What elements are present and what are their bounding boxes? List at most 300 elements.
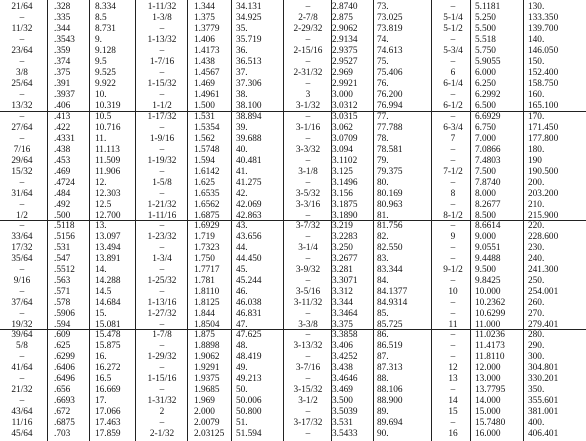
table-cell: 3.2677 [332, 254, 358, 264]
table-cell: 16.000 [475, 429, 501, 439]
table-cell: 13.097 [95, 232, 121, 242]
table-cell: .335 [54, 13, 71, 23]
table-cell: – [305, 254, 311, 264]
table-cell: 11.8110 [475, 352, 505, 362]
table-cell: 1.6535 [194, 189, 220, 199]
table-cell: 1-31/32 [147, 396, 177, 406]
table-cell: 75. [377, 57, 389, 67]
table-cell: 2.9375 [332, 46, 358, 56]
table-cell: 5-1/2 [443, 24, 463, 34]
table-cell: 3.0709 [332, 134, 358, 144]
table-cell: – [450, 35, 456, 45]
table-cell: 3.3071 [332, 276, 358, 286]
table-cell: 13 [448, 374, 458, 384]
table-cell: – [19, 35, 25, 45]
table-cell: 15/32 [11, 167, 33, 177]
table-cell: 1.969 [194, 396, 215, 406]
table-cell: – [159, 418, 165, 428]
table-cell: .625 [54, 341, 71, 351]
table-cell: 1.3779 [194, 24, 220, 34]
table-cell: 13.000 [475, 374, 501, 384]
table-cell: 6.2992 [475, 90, 501, 100]
table-cell: .672 [54, 407, 71, 417]
table-cell: 16.669 [95, 385, 121, 395]
table-cell: 133.350 [528, 13, 559, 23]
table-cell: 36.513 [236, 57, 262, 67]
table-cell: 146.050 [528, 46, 559, 56]
table-cell: – [159, 68, 165, 78]
table-cell: 240. [528, 254, 545, 264]
table-cell: 14 [448, 396, 458, 406]
table-cell: 3.125 [332, 167, 353, 177]
table-cell: 45. [236, 265, 248, 275]
table-cell: 6.750 [475, 123, 496, 133]
table-cell: 86.519 [377, 341, 403, 351]
table-cell: 37/64 [11, 298, 33, 308]
table-cell: 5-3/4 [443, 46, 463, 56]
table-cell: .531 [54, 243, 71, 253]
table-cell: 1.4961 [194, 90, 220, 100]
table-cell: – [305, 374, 311, 384]
table-cell: 3-15/32 [293, 385, 323, 395]
table-cell: .453 [54, 156, 71, 166]
table-cell: 1.781 [194, 276, 215, 286]
table-cell: 290. [528, 341, 545, 351]
table-cell: 16 [448, 429, 458, 439]
table-cell: 1.500 [194, 101, 215, 111]
table-cell: 17.463 [95, 418, 121, 428]
table-cell: 1-25/32 [147, 276, 177, 286]
table-cell: 7-1/2 [443, 167, 463, 177]
table-cell: 14. [95, 265, 107, 275]
table-cell: 41.275 [236, 178, 262, 188]
table-cell: 6-3/4 [443, 123, 463, 133]
table-cell: 7.8740 [475, 178, 501, 188]
table-cell: 47. [236, 320, 248, 330]
table-cell: 3-1/32 [295, 101, 321, 111]
table-cell: 1.375 [194, 13, 215, 23]
table-cell: .609 [54, 330, 71, 340]
table-cell: 16.5 [95, 374, 112, 384]
table-cell: – [159, 24, 165, 34]
table-cell: 45.244 [236, 276, 262, 286]
table-cell: 2-29/32 [293, 24, 323, 34]
table-cell: 1.6929 [194, 221, 220, 231]
table-cell: 215.900 [528, 211, 559, 221]
table-cell: 76.200 [377, 90, 403, 100]
table-cell: 3.344 [332, 298, 353, 308]
table-cell: – [19, 396, 25, 406]
table-cell: .5906 [54, 309, 75, 319]
table-cell: – [305, 57, 311, 67]
table-cell: 37. [236, 68, 248, 78]
table-cell: – [159, 189, 165, 199]
table-cell: 49. [236, 363, 248, 373]
table-cell: 81. [377, 211, 389, 221]
table-cell: 3.2283 [332, 232, 358, 242]
table-cell: 12. [95, 178, 107, 188]
table-cell: 1-15/16 [147, 374, 177, 384]
table-cell: 3-3/8 [298, 320, 318, 330]
table-cell: 5.1181 [475, 2, 501, 12]
table-cell: 3.1890 [332, 211, 358, 221]
table-cell: 1-9/16 [149, 134, 175, 144]
table-cell: – [19, 309, 25, 319]
table-cell: 1-27/32 [147, 309, 177, 319]
table-cell: 6.6929 [475, 112, 501, 122]
table-cell: 9.5 [95, 57, 107, 67]
table-cell: 1-13/16 [147, 298, 177, 308]
table-cell: 41/64 [11, 363, 33, 373]
table-cell: 37.306 [236, 79, 262, 89]
table-cell: .547 [54, 254, 71, 264]
table-cell: 8.334 [95, 2, 116, 12]
table-cell: 1.4567 [194, 68, 220, 78]
table-cell: .391 [54, 79, 71, 89]
table-cell: 381.001 [528, 407, 559, 417]
table-cell: 7 [450, 134, 456, 144]
table-cell: 9/16 [13, 276, 31, 286]
table-cell: 3.3858 [332, 330, 358, 340]
table-cell: 3.250 [332, 243, 353, 253]
table-cell: 3.531 [332, 418, 353, 428]
table-cell: 7.500 [475, 167, 496, 177]
table-cell: 9.000 [475, 232, 496, 242]
table-cell: 84.9314 [377, 298, 408, 308]
table-cell: 74.613 [377, 46, 403, 56]
table-cell: – [305, 276, 311, 286]
table-cell: 152.400 [528, 68, 559, 78]
table-cell: 48. [236, 341, 248, 351]
table-cell: 3.094 [332, 145, 353, 155]
table-cell: 13.7795 [475, 385, 506, 395]
table-cell: 3.0315 [332, 112, 358, 122]
table-cell: 2.03125 [194, 429, 225, 439]
table-cell: 3.312 [332, 287, 353, 297]
table-cell: 3.4252 [332, 352, 358, 362]
table-cell: 50.800 [236, 407, 262, 417]
table-cell: 1.7717 [194, 265, 220, 275]
table-cell: – [305, 330, 311, 340]
table-cell: 1.625 [194, 178, 215, 188]
table-cell: 14.684 [95, 298, 121, 308]
table-cell: 73.025 [377, 13, 403, 23]
table-cell: 2-1/32 [149, 429, 175, 439]
table-cell: – [450, 330, 456, 340]
table-cell: – [19, 13, 25, 23]
table-cell: 5.250 [475, 13, 496, 23]
table-cell: 3-9/32 [295, 265, 321, 275]
table-cell: 75.406 [377, 68, 403, 78]
table-cell: 12.5 [95, 200, 112, 210]
table-cell: 3-3/32 [295, 145, 321, 155]
table-cell: 46.831 [236, 309, 262, 319]
table-cell: 3-11/32 [293, 298, 323, 308]
table-cell: 228.600 [528, 232, 559, 242]
table-cell: 165.100 [528, 101, 559, 111]
table-cell: 3.062 [332, 123, 353, 133]
table-cell: 39/64 [11, 330, 33, 340]
table-cell: 3/8 [16, 68, 28, 78]
table-cell: 8.000 [475, 189, 496, 199]
table-cell: – [159, 385, 165, 395]
table-cell: 11/16 [11, 418, 33, 428]
table-cell: 14.5 [95, 287, 112, 297]
table-cell: 1.750 [194, 254, 215, 264]
table-cell: – [305, 232, 311, 242]
table-cell: 11. [95, 134, 107, 144]
table-cell: – [450, 57, 456, 67]
table-cell: 170. [528, 112, 545, 122]
table-cell: 46.038 [236, 298, 262, 308]
table-cell: 11.000 [475, 320, 501, 330]
table-cell: 220. [528, 221, 545, 231]
table-cell: 80.963 [377, 200, 403, 210]
table-cell: 3-17/32 [293, 418, 323, 428]
table-cell: 3 [305, 90, 311, 100]
table-cell: 1.9685 [194, 385, 220, 395]
table-cell: – [159, 145, 165, 155]
table-cell: 15.875 [95, 341, 121, 351]
table-cell: – [159, 243, 165, 253]
table-cell: 3-1/8 [298, 167, 318, 177]
table-cell: 5.750 [475, 46, 496, 56]
table-cell: 330.201 [528, 374, 559, 384]
table-cell: 3-13/32 [293, 341, 323, 351]
table-cell: – [450, 2, 456, 12]
table-cell: – [305, 407, 311, 417]
table-cell: 38. [236, 90, 248, 100]
table-cell: 45/64 [11, 429, 33, 439]
table-cell: 2.8740 [332, 2, 358, 12]
table-cell: 1.594 [194, 156, 215, 166]
table-cell: – [19, 57, 25, 67]
table-cell: 8.6614 [475, 221, 501, 231]
table-cell: 230. [528, 243, 545, 253]
table-cell: 15.000 [475, 407, 501, 417]
table-cell: 35.719 [236, 35, 262, 45]
table-cell: 3.156 [332, 189, 353, 199]
table-cell: 17. [95, 396, 107, 406]
table-cell: 1.6875 [194, 211, 220, 221]
table-cell: 2-31/32 [293, 68, 323, 78]
table-cell: 1-15/32 [147, 79, 177, 89]
table-cell: – [450, 145, 456, 155]
table-cell: – [305, 156, 311, 166]
table-cell: .4724 [54, 178, 75, 188]
table-cell: 43/64 [11, 407, 33, 417]
table-cell: .492 [54, 200, 71, 210]
table-cell: 160. [528, 90, 545, 100]
table-cell: .5512 [54, 265, 75, 275]
table-cell: – [159, 265, 165, 275]
table-cell: 3-7/32 [295, 221, 321, 231]
table-cell: 44.450 [236, 254, 262, 264]
table-cell: 3.000 [332, 90, 353, 100]
table-cell: 2.9062 [332, 24, 358, 34]
table-cell: 40. [236, 145, 248, 155]
table-cell: 19/32 [11, 320, 33, 330]
table-cell: 9.500 [475, 265, 496, 275]
table-cell: – [19, 178, 25, 188]
table-cell: 190.500 [528, 167, 559, 177]
table-cell: 84. [377, 276, 389, 286]
table-cell: 3.500 [332, 396, 353, 406]
table-cell: 5/8 [16, 341, 28, 351]
table-cell: 23/64 [11, 46, 33, 56]
table-cell: 13.891 [95, 254, 121, 264]
table-cell: – [19, 134, 25, 144]
table-cell: 5.9055 [475, 57, 501, 67]
table-cell: 3-1/4 [298, 243, 318, 253]
table-cell: 44. [236, 243, 248, 253]
table-cell: 6-1/2 [443, 101, 463, 111]
table-cell: .328 [54, 2, 71, 12]
table-cell: 76.994 [377, 101, 403, 111]
table-cell: 8.500 [475, 211, 496, 221]
table-cell: 3.438 [332, 363, 353, 373]
table-cell: 43. [236, 221, 248, 231]
table-cell: 43.656 [236, 232, 262, 242]
table-cell: 1-21/32 [147, 200, 177, 210]
table-cell: 260. [528, 298, 545, 308]
table-cell: 3.1102 [332, 156, 358, 166]
table-cell: 3.469 [332, 385, 353, 395]
table-cell: – [19, 90, 25, 100]
table-cell: 11.906 [95, 167, 121, 177]
table-cell: 1.8110 [194, 287, 220, 297]
table-cell: 158.750 [528, 79, 559, 89]
table-cell: 13/32 [11, 101, 33, 111]
table-cell: 3.219 [332, 221, 353, 231]
table-cell: 17.066 [95, 407, 121, 417]
table-cell: – [19, 287, 25, 297]
table-cell: 50. [236, 385, 248, 395]
table-cell: – [19, 200, 25, 210]
table-cell: 31/64 [11, 189, 33, 199]
table-cell: 15.7480 [475, 418, 506, 428]
table-cell: .5156 [54, 232, 75, 242]
table-cell: 355.601 [528, 396, 559, 406]
table-cell: – [305, 2, 311, 12]
table-cell: – [450, 309, 456, 319]
table-cell: 177.800 [528, 134, 559, 144]
table-cell: 9-1/2 [443, 265, 463, 275]
table-cell: 6.250 [475, 79, 496, 89]
table-cell: 38.894 [236, 112, 262, 122]
table-cell: 3-5/16 [295, 287, 321, 297]
table-cell: 88.106 [377, 385, 403, 395]
table-cell: 78. [377, 134, 389, 144]
table-cell: 15. [95, 309, 107, 319]
table-cell: 1.531 [194, 112, 215, 122]
table-cell: 406.401 [528, 429, 559, 439]
table-cell: 8.731 [95, 24, 116, 34]
table-cell: 2.969 [332, 68, 353, 78]
table-cell: – [159, 46, 165, 56]
table-cell: .6406 [54, 363, 75, 373]
table-cell: 130. [528, 2, 545, 12]
table-cell: – [450, 418, 456, 428]
table-cell: 10.2362 [475, 298, 506, 308]
table-cell: 74. [377, 35, 389, 45]
table-cell: 39. [236, 123, 248, 133]
table-cell: 17/32 [11, 243, 33, 253]
table-cell: 12.000 [475, 363, 501, 373]
table-cell: 82. [377, 232, 389, 242]
table-cell: 15 [448, 407, 458, 417]
table-cell: – [450, 90, 456, 100]
table-cell: 1-11/16 [147, 211, 177, 221]
table-cell: 11.113 [95, 145, 120, 155]
table-cell: 89.694 [377, 418, 403, 428]
table-cell: 1-7/16 [149, 57, 175, 67]
table-cell: – [450, 243, 456, 253]
table-cell: 2.000 [194, 407, 215, 417]
table-cell: 46. [236, 287, 248, 297]
table-cell: 7.0866 [475, 145, 501, 155]
table-cell: – [19, 112, 25, 122]
table-cell: 80. [377, 178, 389, 188]
table-cell: 17.859 [95, 429, 121, 439]
table-cell: .438 [54, 145, 71, 155]
table-cell: 14.288 [95, 276, 121, 286]
table-cell: 11/32 [11, 24, 33, 34]
table-cell: 35. [236, 24, 248, 34]
table-cell: .5118 [54, 221, 75, 231]
table-cell: 210. [528, 200, 545, 210]
table-cell: 2.0079 [194, 418, 220, 428]
table-cell: 3.375 [332, 320, 353, 330]
table-cell: 16. [95, 352, 107, 362]
table-cell: 42.863 [236, 211, 262, 221]
table-cell: 9 [450, 232, 456, 242]
table-cell: 254.001 [528, 287, 559, 297]
table-cell: – [305, 134, 311, 144]
table-cell: 5.500 [475, 24, 496, 34]
table-cell: 1.5748 [194, 145, 220, 155]
table-cell: – [305, 211, 311, 221]
table-cell: 36. [236, 46, 248, 56]
table-cell: 1.875 [194, 330, 215, 340]
table-cell: 2.875 [332, 13, 353, 23]
table-cell: – [159, 221, 165, 231]
table-cell: 1.6562 [194, 200, 220, 210]
table-cell: .6875 [54, 418, 75, 428]
table-cell: 79. [377, 156, 389, 166]
table-cell: 9.4488 [475, 254, 501, 264]
table-cell: – [450, 385, 456, 395]
table-cell: – [19, 265, 25, 275]
table-cell: 82.550 [377, 243, 403, 253]
table-cell: 9. [95, 35, 102, 45]
table-cell: – [19, 374, 25, 384]
table-cell: 1/2 [16, 211, 28, 221]
table-cell: 73. [377, 2, 389, 12]
table-cell: 35/64 [11, 254, 33, 264]
table-cell: 1.4173 [194, 46, 220, 56]
table-cell: 3.5039 [332, 407, 358, 417]
table-cell: 2.9527 [332, 57, 358, 67]
table-cell: 85. [377, 309, 389, 319]
table-cell: 1-17/32 [147, 112, 177, 122]
table-cell: 7.4803 [475, 156, 501, 166]
table-cell: 3-1/2 [298, 396, 318, 406]
table-cell: 3.1875 [332, 200, 358, 210]
table-cell: 7.000 [475, 134, 496, 144]
table-cell: 1-3/8 [152, 13, 172, 23]
table-cell: .6299 [54, 352, 75, 362]
